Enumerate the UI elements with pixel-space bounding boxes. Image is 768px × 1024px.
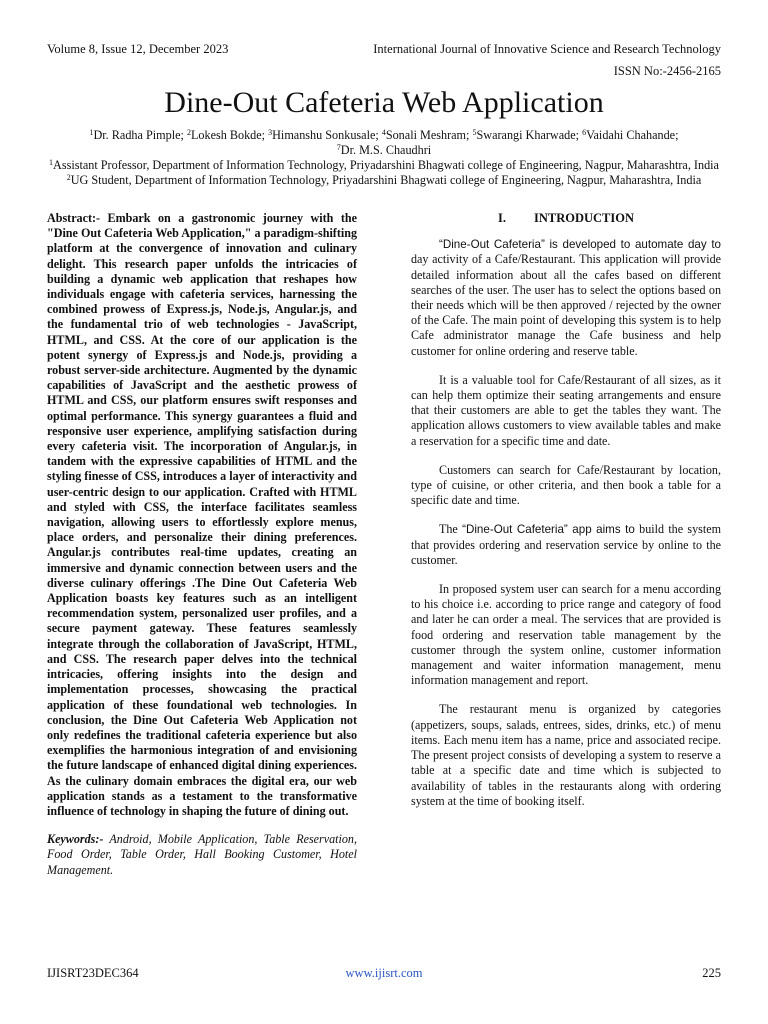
- intro-paragraph-5: In proposed system user can search for a menu according to his choice i.e. according to price range and category of food and later he can order a meal. The services that are provided is food ordering and reservation table management by the customer through the system online, customer information management and waiter information management, menu information management and report.: [411, 582, 721, 688]
- author-name: Dr. Radha Pimple;: [93, 128, 187, 142]
- author-sup: 5: [472, 128, 477, 137]
- author-list-line2: [40, 143, 728, 158]
- issn-number: ISSN No:-2456-2165: [613, 64, 721, 78]
- affiliation-sup: 1: [49, 158, 54, 167]
- author-sup: 4: [381, 128, 386, 137]
- intro-p1-text: day activity of a Cafe/Restaurant. This application will provide detailed information about all the cafes based on different searches of the user. The user has to select the options based on their needs which will be then approved / rejected by the owner of the Cafe. The main point of developing this system is to help Cafe administrator manage the Cafe business and help customer for online ordering and reserve table.: [411, 252, 721, 358]
- intro-p4-pre: The: [439, 522, 463, 537]
- section-title: INTRODUCTION: [533, 211, 634, 225]
- left-column: [47, 211, 357, 878]
- author-sup: 1: [89, 128, 94, 137]
- author-name: Dr. M.S. Chaudhri: [340, 143, 432, 157]
- author-list: [40, 128, 728, 143]
- affiliation-text: UG Student, Department of Information Technology, Priyadarshini Bhagwati college of Engineering, Nagpur, Maharashtra, India: [70, 173, 702, 187]
- intro-paragraph-4: [411, 522, 721, 568]
- author-name: Lokesh Bokde;: [190, 128, 269, 142]
- author-sup: 6: [582, 128, 587, 137]
- author-name: Sonali Meshram;: [385, 128, 473, 142]
- author-name: Vaidahi Chahande;: [586, 128, 679, 142]
- section-heading: [411, 211, 721, 226]
- intro-paragraph-6: The restaurant menu is organized by categories (appetizers, soups, salads, entrees, sides, drinks, etc.) of menu items. Each menu item has a name, price and associated recipe. The present project consists of developing a system to reserve a table at a specific date and time which is subjected to availability of tables in the restaurants along with ordering system at the time of booking itself.: [411, 702, 721, 808]
- intro-p1-lead: “Dine-Out Cafeteria” is developed to automate day to: [439, 238, 721, 252]
- footer-paper-id: IJISRT23DEC364: [47, 966, 139, 980]
- keywords: [47, 832, 357, 878]
- author-sup: 7: [336, 143, 341, 152]
- footer-website-link[interactable]: www.ijisrt.com: [345, 966, 423, 980]
- keywords-label: Keywords:-: [47, 832, 104, 847]
- author-sup: 2: [186, 128, 191, 137]
- intro-paragraph-2: It is a valuable tool for Cafe/Restaurant of all sizes, as it can help them optimize their seating arrangements and ensure that their customers are able to get the tables they want. The application allows customers to view available tables and make a reservation for a specific time and date.: [411, 372, 721, 448]
- intro-p4-text: build the system that provides ordering and reservation service by online to the customer.: [411, 522, 721, 567]
- right-column: [411, 211, 721, 823]
- affiliation-text: Assistant Professor, Department of Information Technology, Priyadarshini Bhagwati college of Engineering, Nagpur, Maharashtra, India: [53, 158, 719, 172]
- abstract: Abstract:- Embark on a gastronomic journey with the "Dine Out Cafeteria Web Application," a paradigm-shifting platform at the convergence of innovation and culinary delight. This research paper unfolds the intricacies of building a dynamic web application that reshapes how individuals engage with cafeteria services, harnessing the combined prowess of Express.js, Node.js, Angular.js, and the fundamental trio of web technologies - JavaScript, HTML, and CSS. At the core of our application is the potent synergy of Express.js and Node.js, providing a robust server-side architecture. Augmented by the dynamic capabilities of JavaScript and the aesthetic prowess of HTML and CSS, our platform ensures swift responses and optimal performance. This synergy guarantees a fluid and responsive user experience, amplifying satisfaction during every cafeteria visit. The incorporation of Angular.js, in tandem with the expressive capabilities of HTML and the styling finesse of CSS, introduces a layer of interactivity and user-centric design to our application. Crafted with HTML and styled with CSS, the interface facilitates seamless navigation, allowing users to effortlessly explore menus, place orders, and personalize their dining preferences. Angular.js contributes real-time updates, creating an immersive and dynamic connection between users and the diverse culinary offerings .The Dine Out Cafeteria Web Application boasts key features such as an intelligent recommendation system, personalized user profiles, and a secure payment gateway. These features seamlessly integrate through the collaboration of JavaScript, HTML, and CSS. The research paper delves into the technical intricacies, offering insights into the design and implementation processes, showcasing the practical application of these foundational web technologies. In conclusion, the Dine Out Cafeteria Web Application not only redefines the traditional cafeteria experience but also exemplifies the harmonious integration of and envisioning the future landscape of enhanced digital dining experiences. As the culinary domain embraces the digital era, our web application stands as a testament to the transformative influence of technology in shaping the future of dining out.: [47, 211, 357, 818]
- section-number: I.: [497, 211, 506, 225]
- journal-name: International Journal of Innovative Science and Research Technology: [373, 42, 721, 56]
- intro-paragraph-1: [411, 237, 721, 359]
- author-name: Himanshu Sonkusale;: [272, 128, 382, 142]
- keywords-text: Android, Mobile Application, Table Reservation, Food Order, Table Order, Hall Booking Customer, Hotel Management.: [47, 832, 357, 877]
- journal-volume-issue: Volume 8, Issue 12, December 2023: [47, 42, 229, 56]
- author-sup: 3: [268, 128, 273, 137]
- affiliation-1: [40, 158, 728, 173]
- affiliation-2: [40, 173, 728, 188]
- affiliation-sup: 2: [66, 173, 71, 182]
- page-number: 225: [702, 966, 721, 980]
- intro-p4-lead: “Dine-Out Cafeteria” app aims to: [462, 523, 635, 537]
- author-block: [40, 128, 728, 188]
- paper-title: Dine-Out Cafeteria Web Application: [164, 86, 604, 119]
- author-name: Swarangi Kharwade;: [476, 128, 583, 142]
- intro-paragraph-3: Customers can search for Cafe/Restaurant by location, type of cuisine, or other criteria, and then book a table for a specific date and time.: [411, 462, 721, 508]
